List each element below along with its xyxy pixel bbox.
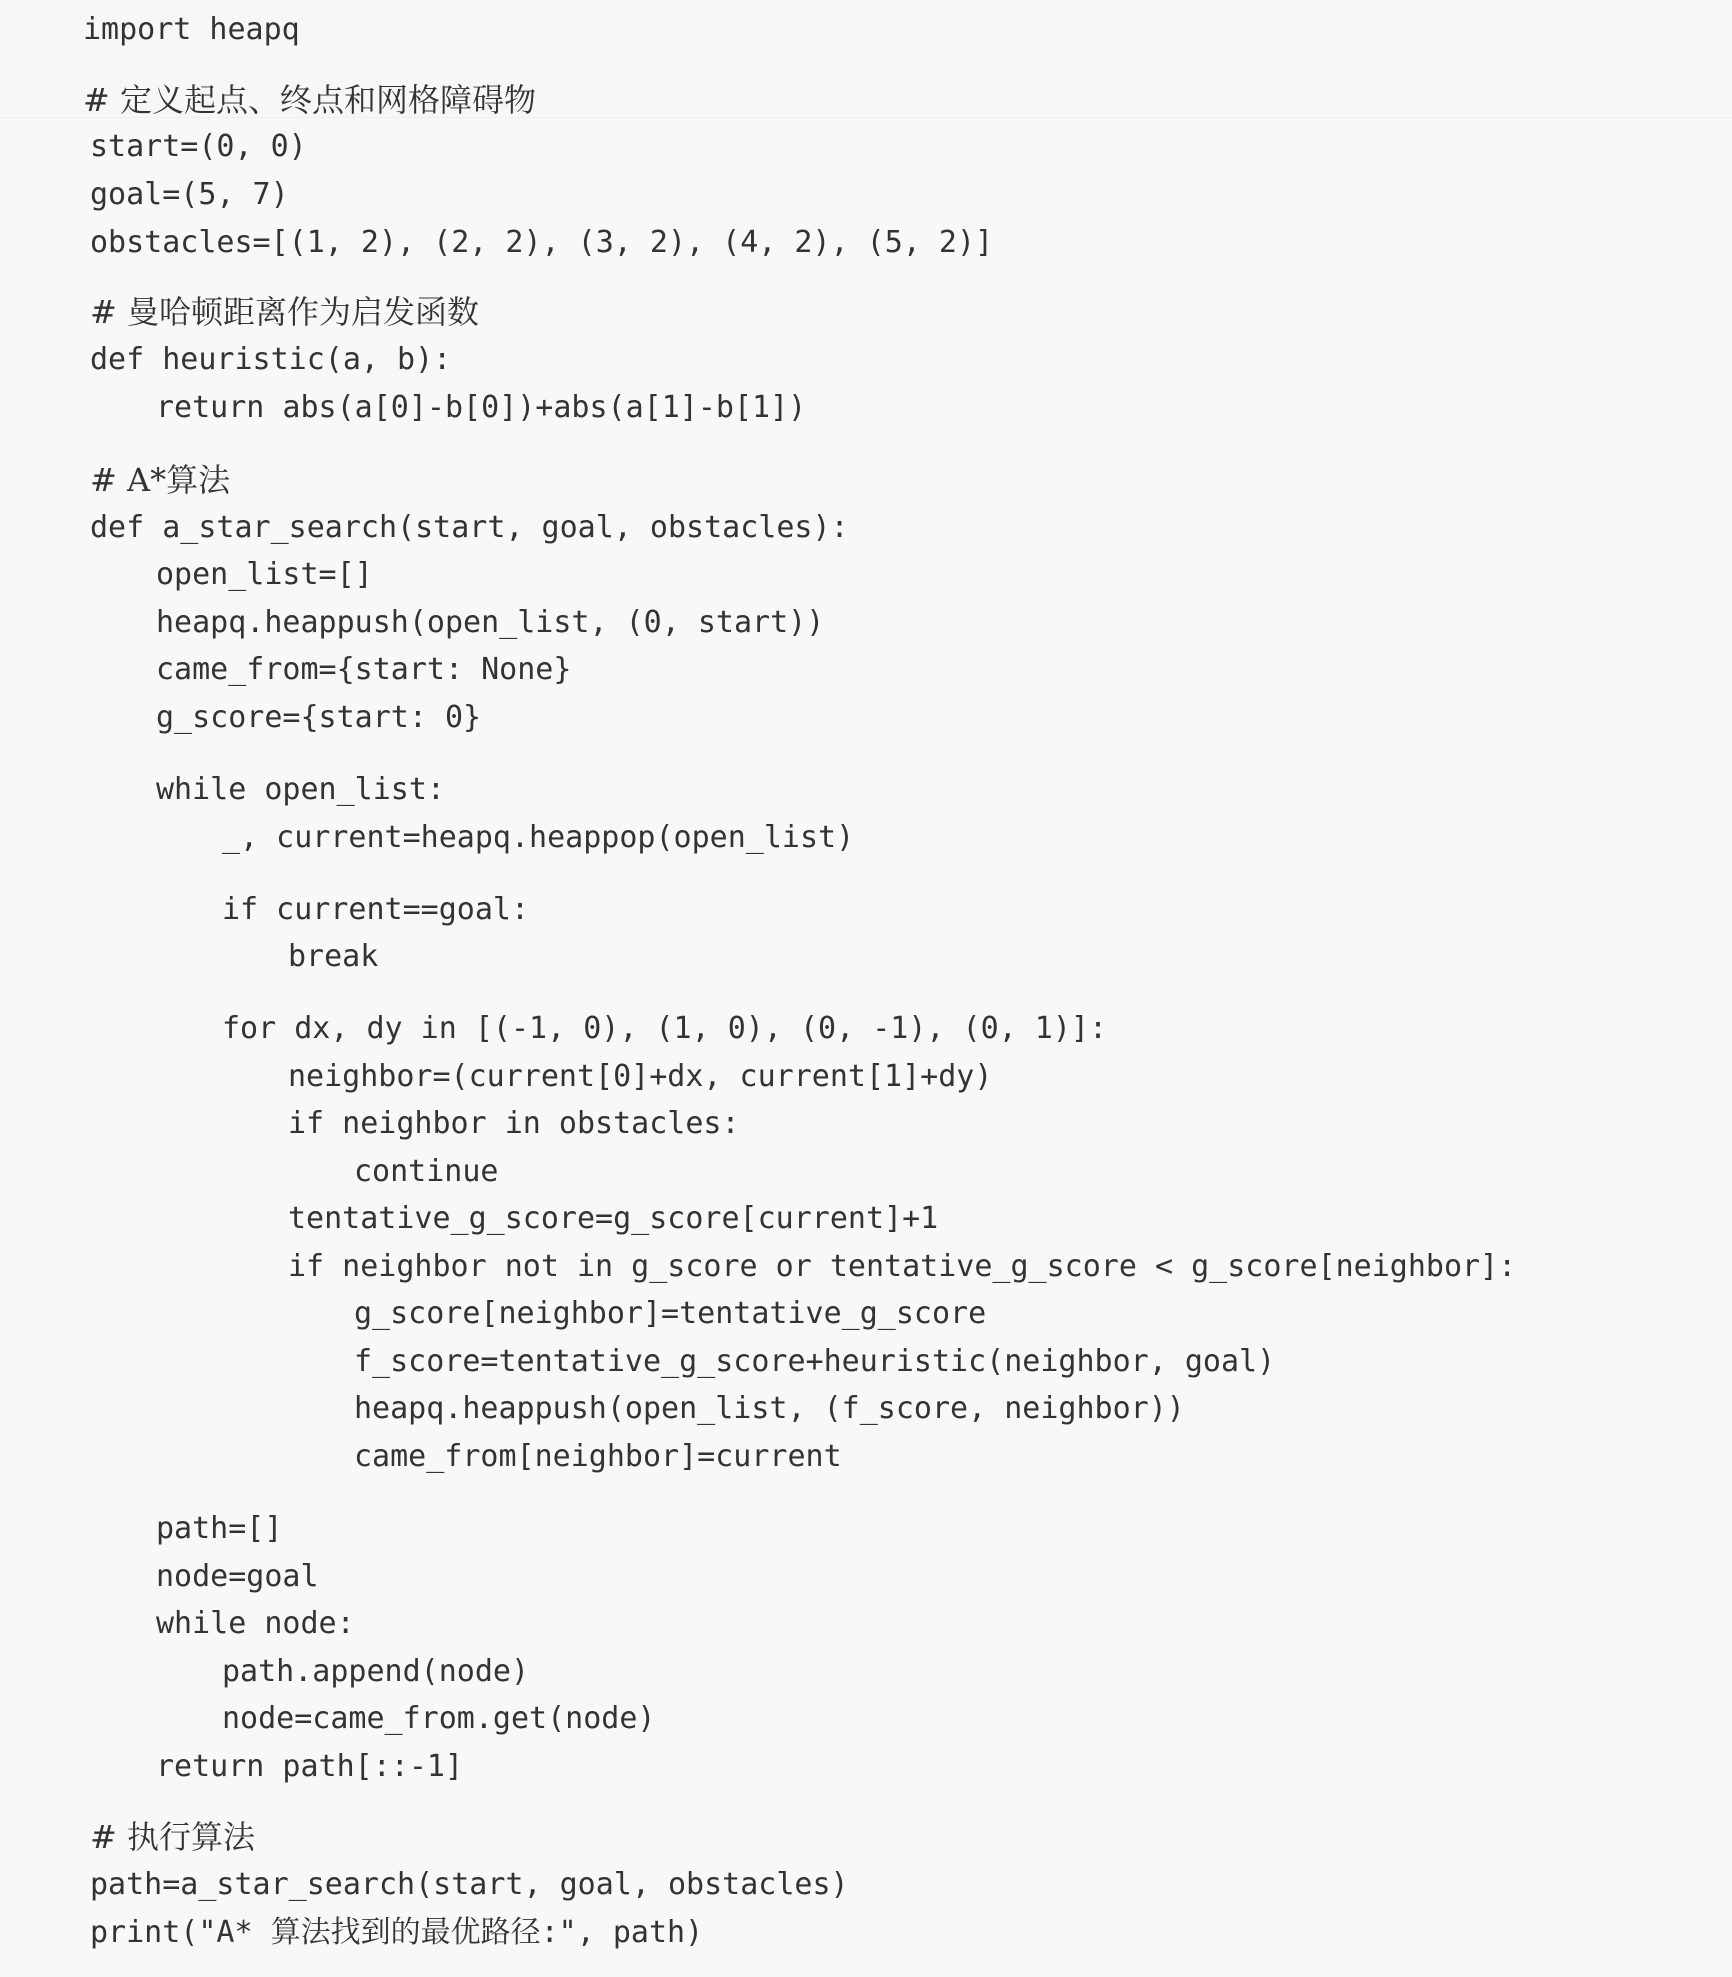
code-line-while-open-list: while open_list: <box>156 772 445 807</box>
code-line-heappush-neighbor: heapq.heappush(open_list, (f_score, neighbor)) <box>354 1391 1185 1426</box>
code-line-open-list: open_list=[] <box>156 557 373 592</box>
code-line-comment-definitions: # 定义起点、终点和网格障碍物 <box>83 81 536 119</box>
code-line-comment-astar: # A*算法 <box>90 461 231 499</box>
code-line-if-goal: if current==goal: <box>222 892 530 927</box>
code-line-for-neighbors: for dx, dy in [(-1, 0), (1, 0), (0, -1), (0, 1)]: <box>222 1011 1108 1046</box>
code-line-run-search: path=a_star_search(start, goal, obstacles) <box>90 1867 849 1902</box>
code-line-node-goal: node=goal <box>156 1559 319 1594</box>
code-line-import: import heapq <box>83 12 300 47</box>
code-line-print-result: print("A* 算法找到的最优路径:", path) <box>90 1915 704 1950</box>
code-line-if-obstacle: if neighbor in obstacles: <box>288 1106 740 1141</box>
code-line-while-node: while node: <box>156 1606 355 1641</box>
code-line-if-better-score: if neighbor not in g_score or tentative_g_score < g_score[neighbor]: <box>288 1249 1517 1284</box>
code-line-heuristic-def: def heuristic(a, b): <box>90 342 452 377</box>
code-line-path-init: path=[] <box>156 1511 283 1546</box>
code-line-return-path: return path[::-1] <box>156 1749 464 1784</box>
code-line-neighbor: neighbor=(current[0]+dx, current[1]+dy) <box>288 1059 993 1094</box>
code-line-comment-heuristic: # 曼哈顿距离作为启发函数 <box>90 293 479 331</box>
code-line-came-from-neighbor: came_from[neighbor]=current <box>354 1439 842 1474</box>
code-line-tentative-score: tentative_g_score=g_score[current]+1 <box>288 1201 939 1236</box>
code-line-start: start=(0, 0) <box>90 129 307 164</box>
code-line-goal: goal=(5, 7) <box>90 177 289 212</box>
code-line-g-score-init: g_score={start: 0} <box>156 700 482 735</box>
code-line-break: break <box>288 939 379 974</box>
code-line-astar-def: def a_star_search(start, goal, obstacles): <box>90 510 849 545</box>
code-line-heappop: _, current=heapq.heappop(open_list) <box>222 820 855 855</box>
code-line-f-score: f_score=tentative_g_score+heuristic(neighbor, goal) <box>354 1344 1276 1379</box>
code-line-obstacles: obstacles=[(1, 2), (2, 2), (3, 2), (4, 2), (5, 2)] <box>90 225 994 260</box>
code-line-update-g-score: g_score[neighbor]=tentative_g_score <box>354 1296 987 1331</box>
code-line-continue: continue <box>354 1154 499 1189</box>
code-line-heappush-start: heapq.heappush(open_list, (0, start)) <box>156 605 825 640</box>
code-line-path-append: path.append(node) <box>222 1654 530 1689</box>
code-line-node-parent: node=came_from.get(node) <box>222 1701 656 1736</box>
code-line-comment-execute: # 执行算法 <box>90 1818 255 1856</box>
code-line-heuristic-return: return abs(a[0]-b[0])+abs(a[1]-b[1]) <box>156 390 807 425</box>
code-line-came-from-init: came_from={start: None} <box>156 652 572 687</box>
